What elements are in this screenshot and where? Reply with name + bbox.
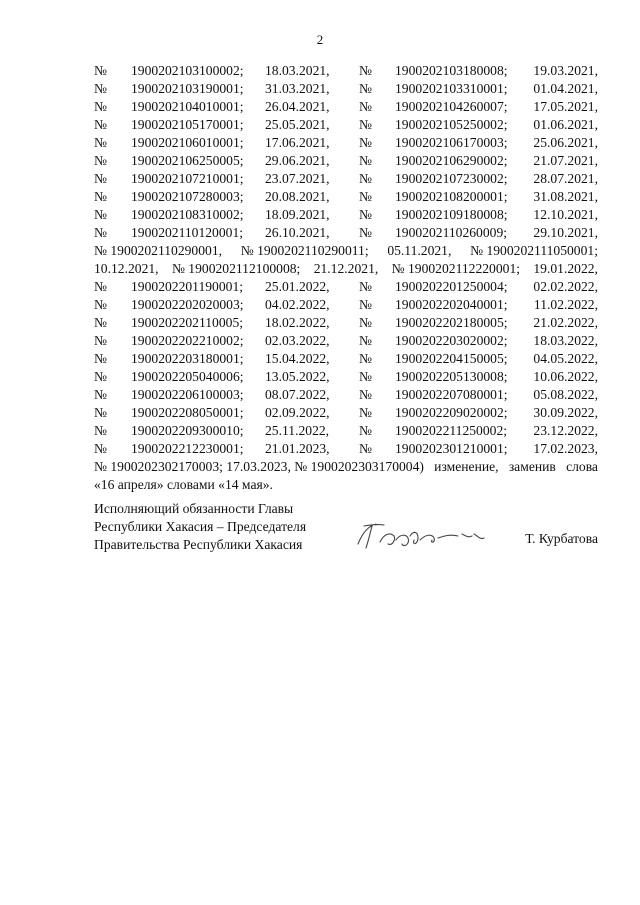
registry-number: 1900202103310001;: [395, 81, 508, 96]
table-row: [94, 278, 598, 296]
signatory-name: Т. Курбатова: [525, 531, 598, 546]
number-sign: №: [359, 63, 372, 78]
registry-number: 1900202204150005;: [395, 351, 508, 366]
registry-date: 18.03.2021,: [265, 63, 330, 78]
signatory-title: [94, 500, 306, 554]
registry-date: 17.02.2023,: [533, 441, 598, 456]
registry-date: 21.01.2023,: [265, 441, 330, 456]
number-sign: №: [94, 351, 107, 366]
table-row: [94, 440, 598, 458]
number-sign: №: [94, 135, 107, 150]
registry-number: 1900202107230002;: [395, 171, 508, 186]
registry-number: 1900202205130008;: [395, 369, 508, 384]
number-sign: №: [94, 405, 107, 420]
registry-number: 1900202106170003;: [395, 135, 508, 150]
registry-number: 1900202105250002;: [395, 117, 508, 132]
text-fragment: № 1900202110290011;: [240, 243, 369, 258]
number-sign: №: [94, 81, 107, 96]
number-sign: №: [359, 99, 372, 114]
registry-date: 26.04.2021,: [265, 99, 330, 114]
registry-number: 1900202202180005;: [395, 315, 508, 330]
registry-number: 1900202107210001;: [131, 171, 244, 186]
registry-date: 30.09.2022,: [533, 405, 598, 420]
signatory-title-line: Правительства Республики Хакасия: [94, 537, 303, 552]
text-fragment: слова: [566, 459, 598, 474]
text-fragment: № 1900202302170003; 17.03.2023, № 1900202303170004): [94, 459, 424, 474]
text-fragment: № 1900202111050001;: [470, 243, 598, 258]
table-row: [94, 134, 598, 152]
signatory-title-line: Исполняющий обязанности Главы: [94, 501, 294, 516]
registry-number: 1900202107280003;: [131, 189, 244, 204]
registry-date: 21.02.2022,: [533, 315, 598, 330]
number-sign: №: [359, 423, 372, 438]
registry-date: 21.07.2021,: [533, 153, 598, 168]
text-fragment: № 1900202112100008;: [171, 261, 301, 276]
registry-date: 18.09.2021,: [265, 207, 330, 222]
number-sign: №: [94, 99, 107, 114]
number-sign: №: [94, 171, 107, 186]
registry-date: 20.08.2021,: [265, 189, 330, 204]
table-row: [94, 206, 598, 224]
number-sign: №: [359, 171, 372, 186]
number-sign: №: [94, 315, 107, 330]
registry-number: 1900202110260009;: [395, 225, 508, 240]
registry-date: 11.02.2022,: [533, 297, 598, 312]
registry-number: 1900202201250004;: [395, 279, 508, 294]
registry-date: 10.06.2022,: [533, 369, 598, 384]
number-sign: №: [359, 279, 372, 294]
registry-date: 19.03.2021,: [533, 63, 598, 78]
table-row: [94, 80, 598, 98]
table-row: [94, 170, 598, 188]
registry-date: 18.02.2022,: [265, 315, 330, 330]
number-sign: №: [94, 297, 107, 312]
text-fragment: 10.12.2021,: [94, 261, 159, 276]
registry-date: 23.07.2021,: [265, 171, 330, 186]
number-sign: №: [359, 207, 372, 222]
registry-number: 1900202202210002;: [131, 333, 244, 348]
registry-date: 05.08.2022,: [533, 387, 598, 402]
table-row: [94, 386, 598, 404]
number-sign: №: [359, 405, 372, 420]
text-fragment: № 1900202110290001,: [94, 243, 223, 258]
table-row: [94, 422, 598, 440]
number-sign: №: [94, 225, 107, 240]
table-row: [94, 98, 598, 116]
number-sign: №: [359, 297, 372, 312]
number-sign: №: [359, 387, 372, 402]
table-row: [94, 332, 598, 350]
registry-date: 17.05.2021,: [533, 99, 598, 114]
text-fragment: 19.01.2022,: [533, 261, 598, 276]
signatory-title-line: Республики Хакасия – Председателя: [94, 519, 307, 534]
number-sign: №: [359, 117, 372, 132]
text-line: «16 апреля» словами «14 мая».: [94, 477, 273, 492]
number-sign: №: [359, 135, 372, 150]
registry-number: 1900202201190001;: [131, 279, 244, 294]
registry-date: 02.09.2022,: [265, 405, 330, 420]
registry-date: 04.05.2022,: [533, 351, 598, 366]
registry-number: 1900202205040006;: [131, 369, 244, 384]
number-sign: №: [94, 369, 107, 384]
number-sign: №: [94, 423, 107, 438]
text-fragment: 21.12.2021,: [313, 261, 379, 276]
registry-date: 01.04.2021,: [533, 81, 598, 96]
registry-number: 1900202109180008;: [395, 207, 508, 222]
table-row: [94, 152, 598, 170]
table-row: [94, 296, 598, 314]
number-sign: №: [94, 189, 107, 204]
registry-date: 02.03.2022,: [265, 333, 330, 348]
number-sign: №: [94, 441, 107, 456]
registry-number: 1900202206100003;: [131, 387, 244, 402]
number-sign: №: [359, 369, 372, 384]
table-row: [94, 188, 598, 206]
registry-date: 23.12.2022,: [533, 423, 598, 438]
registry-date: 25.11.2022,: [265, 423, 330, 438]
registry-date: 28.07.2021,: [533, 171, 598, 186]
registry-number: 1900202212230001;: [131, 441, 244, 456]
table-row: [94, 116, 598, 134]
registry-number: 1900202211250002;: [395, 423, 508, 438]
text-fragment: заменив: [508, 459, 556, 474]
number-sign: №: [94, 63, 107, 78]
table-row: [94, 314, 598, 332]
registry-date: 26.10.2021,: [265, 225, 330, 240]
number-sign: №: [94, 153, 107, 168]
number-sign: №: [359, 315, 372, 330]
registry-number: 1900202103100002;: [131, 63, 244, 78]
registry-date: 31.08.2021,: [533, 189, 598, 204]
registry-number: 1900202209300010;: [131, 423, 244, 438]
registry-date: 25.06.2021,: [533, 135, 598, 150]
number-sign: №: [359, 351, 372, 366]
number-sign: №: [94, 333, 107, 348]
registry-number: 1900202202020003;: [131, 297, 244, 312]
number-sign: №: [359, 189, 372, 204]
registry-number: 1900202106290002;: [395, 153, 508, 168]
registry-number: 1900202203020002;: [395, 333, 508, 348]
number-sign: №: [359, 441, 372, 456]
table-row: [94, 368, 598, 386]
registry-date: 08.07.2022,: [265, 387, 330, 402]
registry-date: 25.05.2021,: [265, 117, 330, 132]
text-fragment: изменение,: [434, 459, 499, 474]
registry-number: 1900202104010001;: [131, 99, 244, 114]
registry-date: 13.05.2022,: [265, 369, 330, 384]
registry-number: 1900202208050001;: [131, 405, 244, 420]
number-sign: №: [359, 333, 372, 348]
table-row: [94, 62, 598, 80]
registry-number: 1900202207080001;: [395, 387, 508, 402]
text-fragment: 05.11.2021,: [387, 243, 452, 258]
number-sign: №: [94, 279, 107, 294]
registry-date: 12.10.2021,: [533, 207, 598, 222]
registry-number: 1900202301210001;: [395, 441, 508, 456]
registry-number: 1900202108200001;: [395, 189, 508, 204]
registry-date: 29.10.2021,: [533, 225, 598, 240]
registry-number: 1900202106250005;: [131, 153, 244, 168]
registry-number: 1900202108310002;: [131, 207, 244, 222]
number-sign: №: [359, 153, 372, 168]
number-sign: №: [359, 225, 372, 240]
text-fragment: № 1900202112220001;: [391, 261, 521, 276]
registry-number: 1900202105170001;: [131, 117, 244, 132]
registry-number: 1900202202110005;: [131, 315, 244, 330]
registry-number: 1900202103180008;: [395, 63, 508, 78]
registry-date: 31.03.2021,: [265, 81, 330, 96]
registry-date: 01.06.2021,: [533, 117, 598, 132]
table-row: [94, 224, 598, 242]
page-number: 2: [316, 32, 324, 47]
registry-number: 1900202106010001;: [131, 135, 244, 150]
registry-number: 1900202110120001;: [131, 225, 244, 240]
registry-number: 1900202103190001;: [131, 81, 244, 96]
text-line: [94, 260, 598, 278]
table-row: [94, 404, 598, 422]
number-sign: №: [359, 81, 372, 96]
registry-number: 1900202203180001;: [131, 351, 244, 366]
text-line: [94, 458, 598, 476]
number-sign: №: [94, 117, 107, 132]
registry-date: 29.06.2021,: [265, 153, 330, 168]
table-row: [94, 350, 598, 368]
registry-date: 18.03.2022,: [533, 333, 598, 348]
number-sign: №: [94, 387, 107, 402]
registry-date: 02.02.2022,: [533, 279, 598, 294]
registry-number: 1900202104260007;: [395, 99, 508, 114]
registry-date: 17.06.2021,: [265, 135, 330, 150]
number-sign: №: [94, 207, 107, 222]
registry-date: 04.02.2022,: [265, 297, 330, 312]
registry-number: 1900202202040001;: [395, 297, 508, 312]
registry-date: 25.01.2022,: [265, 279, 330, 294]
text-line: [94, 242, 598, 260]
registry-number: 1900202209020002;: [395, 405, 508, 420]
handwritten-signature: [350, 516, 490, 556]
registry-date: 15.04.2022,: [265, 351, 330, 366]
